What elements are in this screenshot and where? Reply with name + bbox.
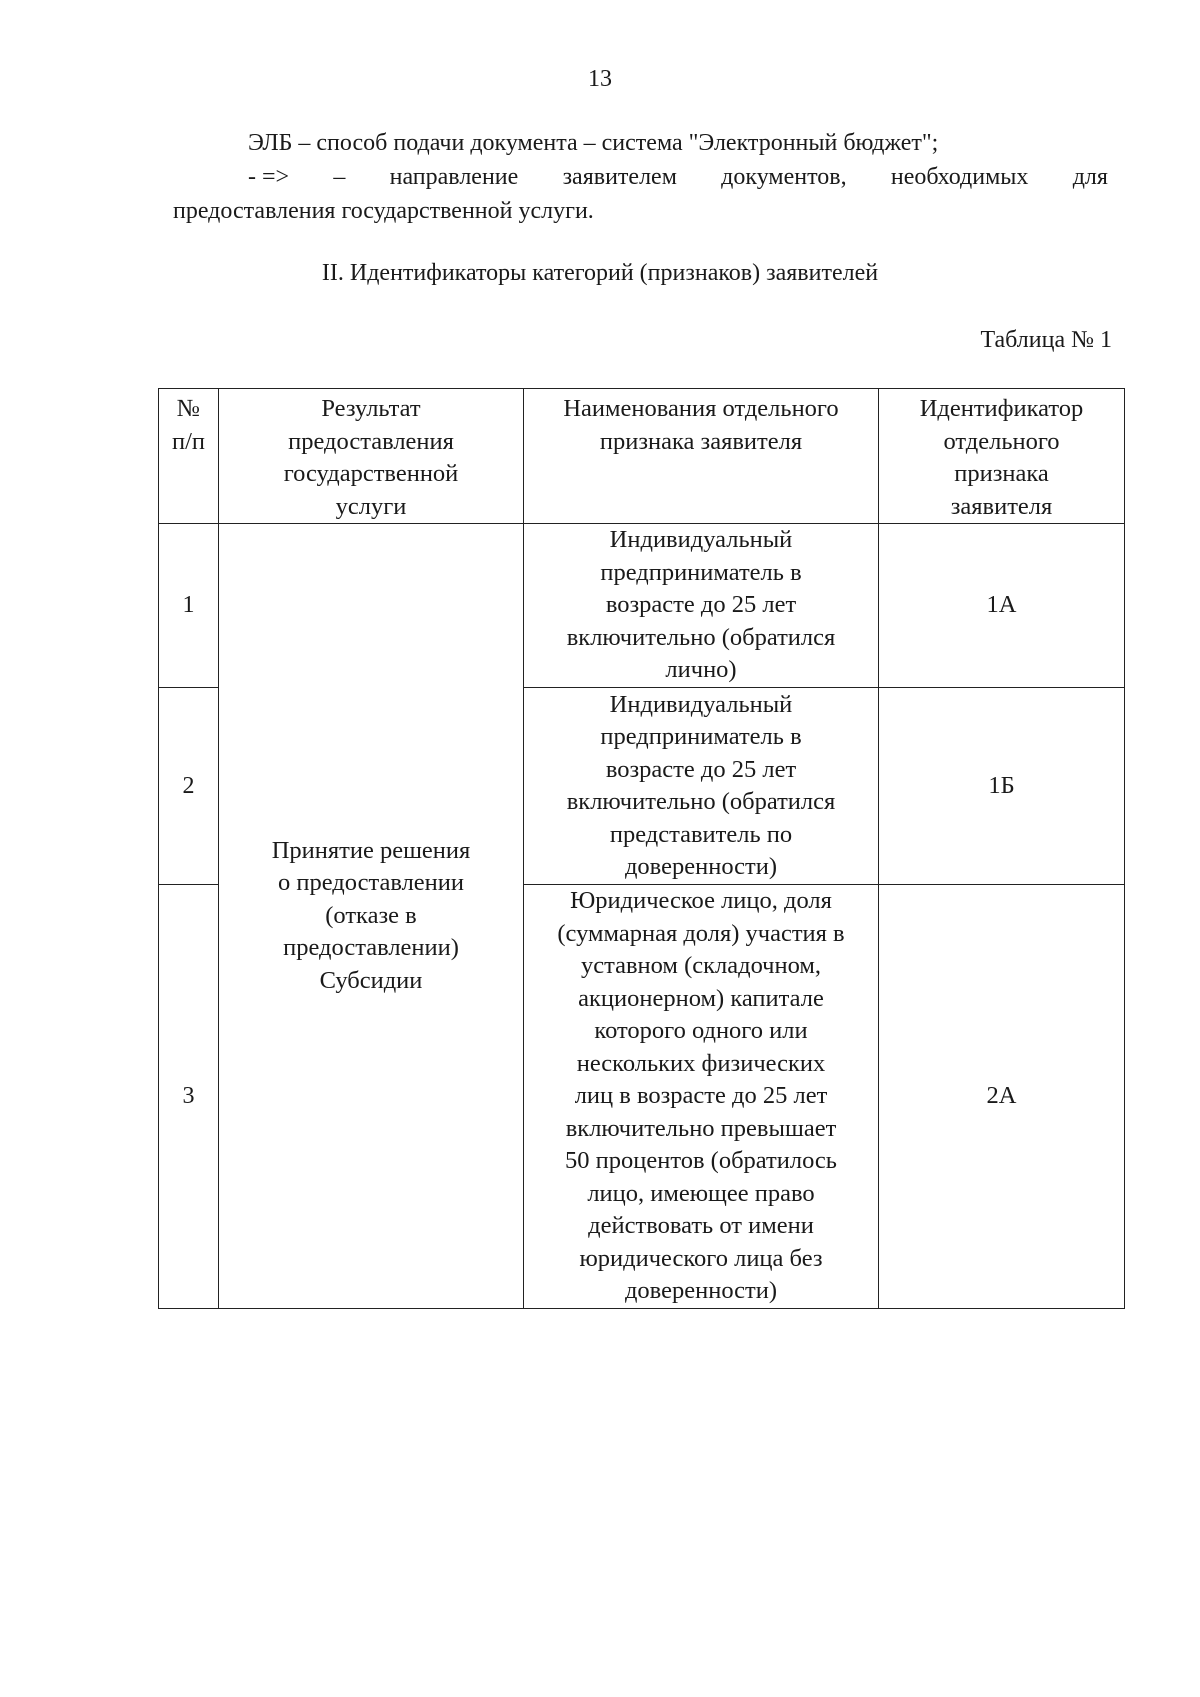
legend-word: направление (389, 164, 519, 190)
row-num: 1 (159, 524, 219, 688)
legend-word: для (1072, 164, 1108, 190)
row-id: 1А (879, 524, 1125, 688)
row-name: Юридическое лицо, доля (суммарная доля) участия в уставном (складочном, акционерном) капитале которого одного или нескольких физических лиц в возрасте до 25 лет включительно превышает 50 процентов (обратилось лицо, имеющее право действовать от имени юридического лица без доверенности) (524, 885, 879, 1309)
row-num: 2 (159, 688, 219, 885)
legend-word: необходимых (890, 164, 1029, 190)
legend-arrow (248, 162, 1108, 192)
legend-word: документов, (721, 164, 847, 190)
row-id: 1Б (879, 688, 1125, 885)
legend-elb: ЭЛБ – способ подачи документа – система "Электронный бюджет"; (248, 130, 939, 156)
table-row (159, 524, 1125, 688)
legend-word: – (333, 164, 346, 190)
section-title: II. Идентификаторы категорий (признаков) заявителей (321, 260, 879, 286)
header-result: Результат предоставления государственной услуги (219, 389, 524, 524)
header-name: Наименования отдельного признака заявителя (524, 389, 879, 524)
page-number: 13 (588, 66, 612, 92)
applicant-categories-table (158, 388, 1125, 1309)
row-id: 2А (879, 885, 1125, 1309)
legend-word: заявителем (562, 164, 677, 190)
row-name: Индивидуальный предприниматель в возрасте до 25 лет включительно (обратился представитель по доверенности) (524, 688, 879, 885)
row-name: Индивидуальный предприниматель в возрасте до 25 лет включительно (обратился лично) (524, 524, 879, 688)
row-num: 3 (159, 885, 219, 1309)
table-header-row (159, 389, 1125, 524)
legend-arrow-cont: предоставления государственной услуги. (173, 198, 594, 224)
header-id: Идентификатор отдельного признака заявителя (879, 389, 1125, 524)
result-cell: Принятие решения о предоставлении (отказе в предоставлении) Субсидии (219, 524, 524, 1309)
table-caption: Таблица № 1 (980, 327, 1112, 353)
header-num: № п/п (159, 389, 219, 524)
legend-word: - => (248, 164, 290, 190)
